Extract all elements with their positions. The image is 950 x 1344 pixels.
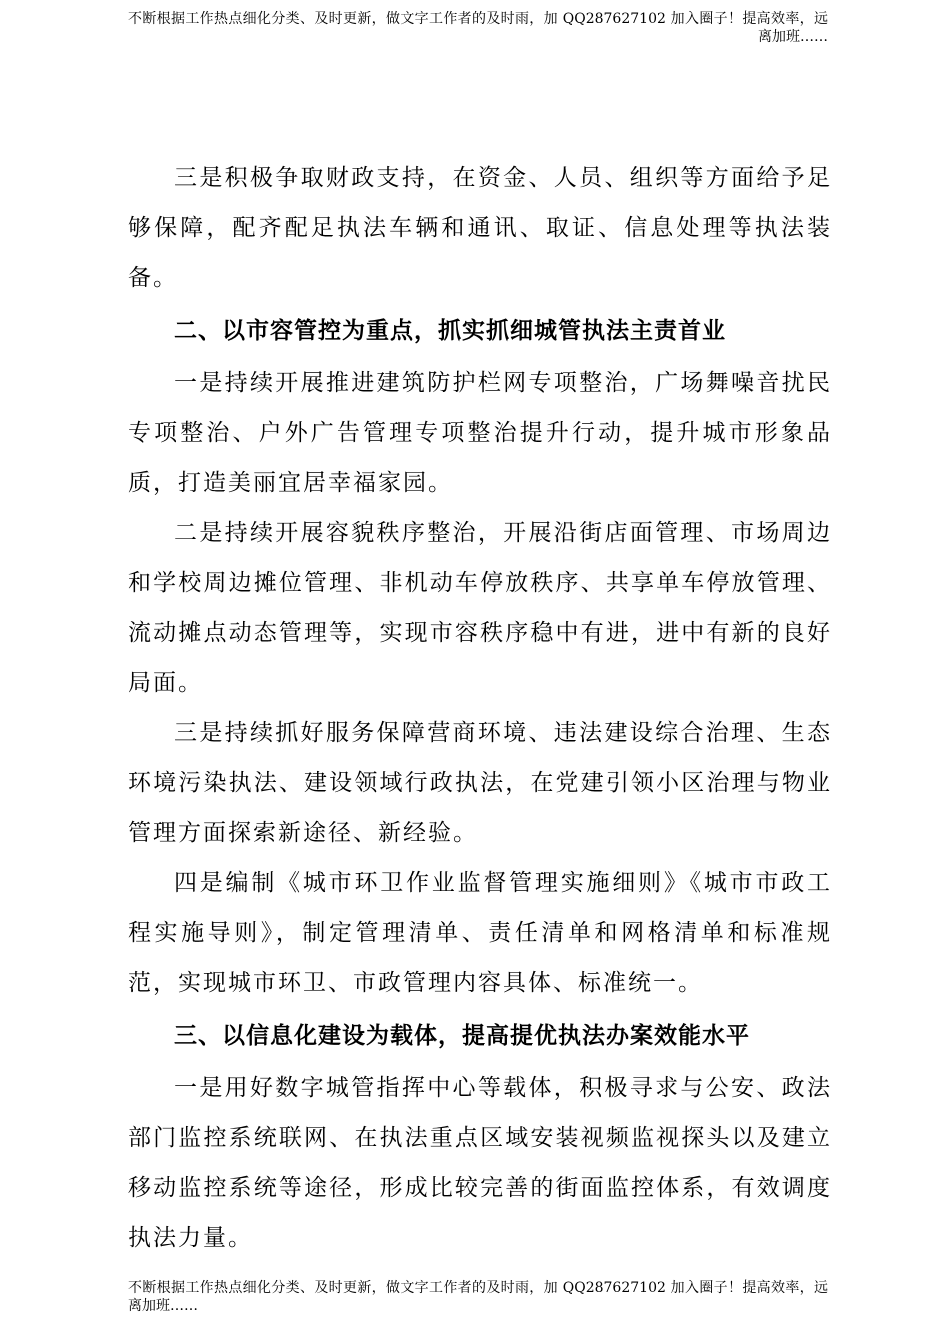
section-heading-2: 二、以市容管控为重点，抓实抓细城管执法主责首业 bbox=[174, 318, 726, 344]
paragraph-digital-command: 一是用好数字城管指挥中心等载体，积极寻求与公安、政法部门监控系统联网、在执法重点区域安装视频监视探头以及建立移动监控系统等途径，形成比较完善的街面监控体系，有效调度执法力量。 bbox=[128, 1075, 832, 1251]
paragraph-funding-support: 三是积极争取财政支持，在资金、人员、组织等方面给予足够保障，配齐配足执法车辆和通讯、取证、信息处理等执法装备。 bbox=[128, 165, 832, 291]
section-heading-3: 三、以信息化建设为载体，提高提优执法办案效能水平 bbox=[174, 1023, 750, 1049]
page-footer-note: 不断根据工作热点细化分类、及时更新，做文字工作者的及时雨，加 QQ287627102 加入圈子！提高效率，远离加班…… bbox=[128, 1280, 828, 1314]
paragraph-special-rectification: 一是持续开展推进建筑防护栏网专项整治，广场舞噪音扰民专项整治、户外广告管理专项整治提升行动，提升城市形象品质，打造美丽宜居幸福家园。 bbox=[128, 370, 832, 496]
document-body bbox=[128, 153, 832, 1263]
page-header-note: 不断根据工作热点细化分类、及时更新，做文字工作者的及时雨，加 QQ287627102 加入圈子！提高效率，远离加班…… bbox=[128, 11, 828, 45]
paragraph-appearance-order: 二是持续开展容貌秩序整治，开展沿街店面管理、市场周边和学校周边摊位管理、非机动车停放秩序、共享单车停放管理、流动摊点动态管理等，实现市容秩序稳中有进，进中有新的良好局面。 bbox=[128, 520, 832, 696]
paragraph-business-environment: 三是持续抓好服务保障营商环境、违法建设综合治理、生态环境污染执法、建设领域行政执法，在党建引领小区治理与物业管理方面探索新途径、新经验。 bbox=[128, 720, 832, 846]
paragraph-management-rules: 四是编制《城市环卫作业监督管理实施细则》《城市市政工程实施导则》，制定管理清单、责任清单和网格清单和标准规范，实现城市环卫、市政管理内容具体、标准统一。 bbox=[128, 870, 832, 996]
